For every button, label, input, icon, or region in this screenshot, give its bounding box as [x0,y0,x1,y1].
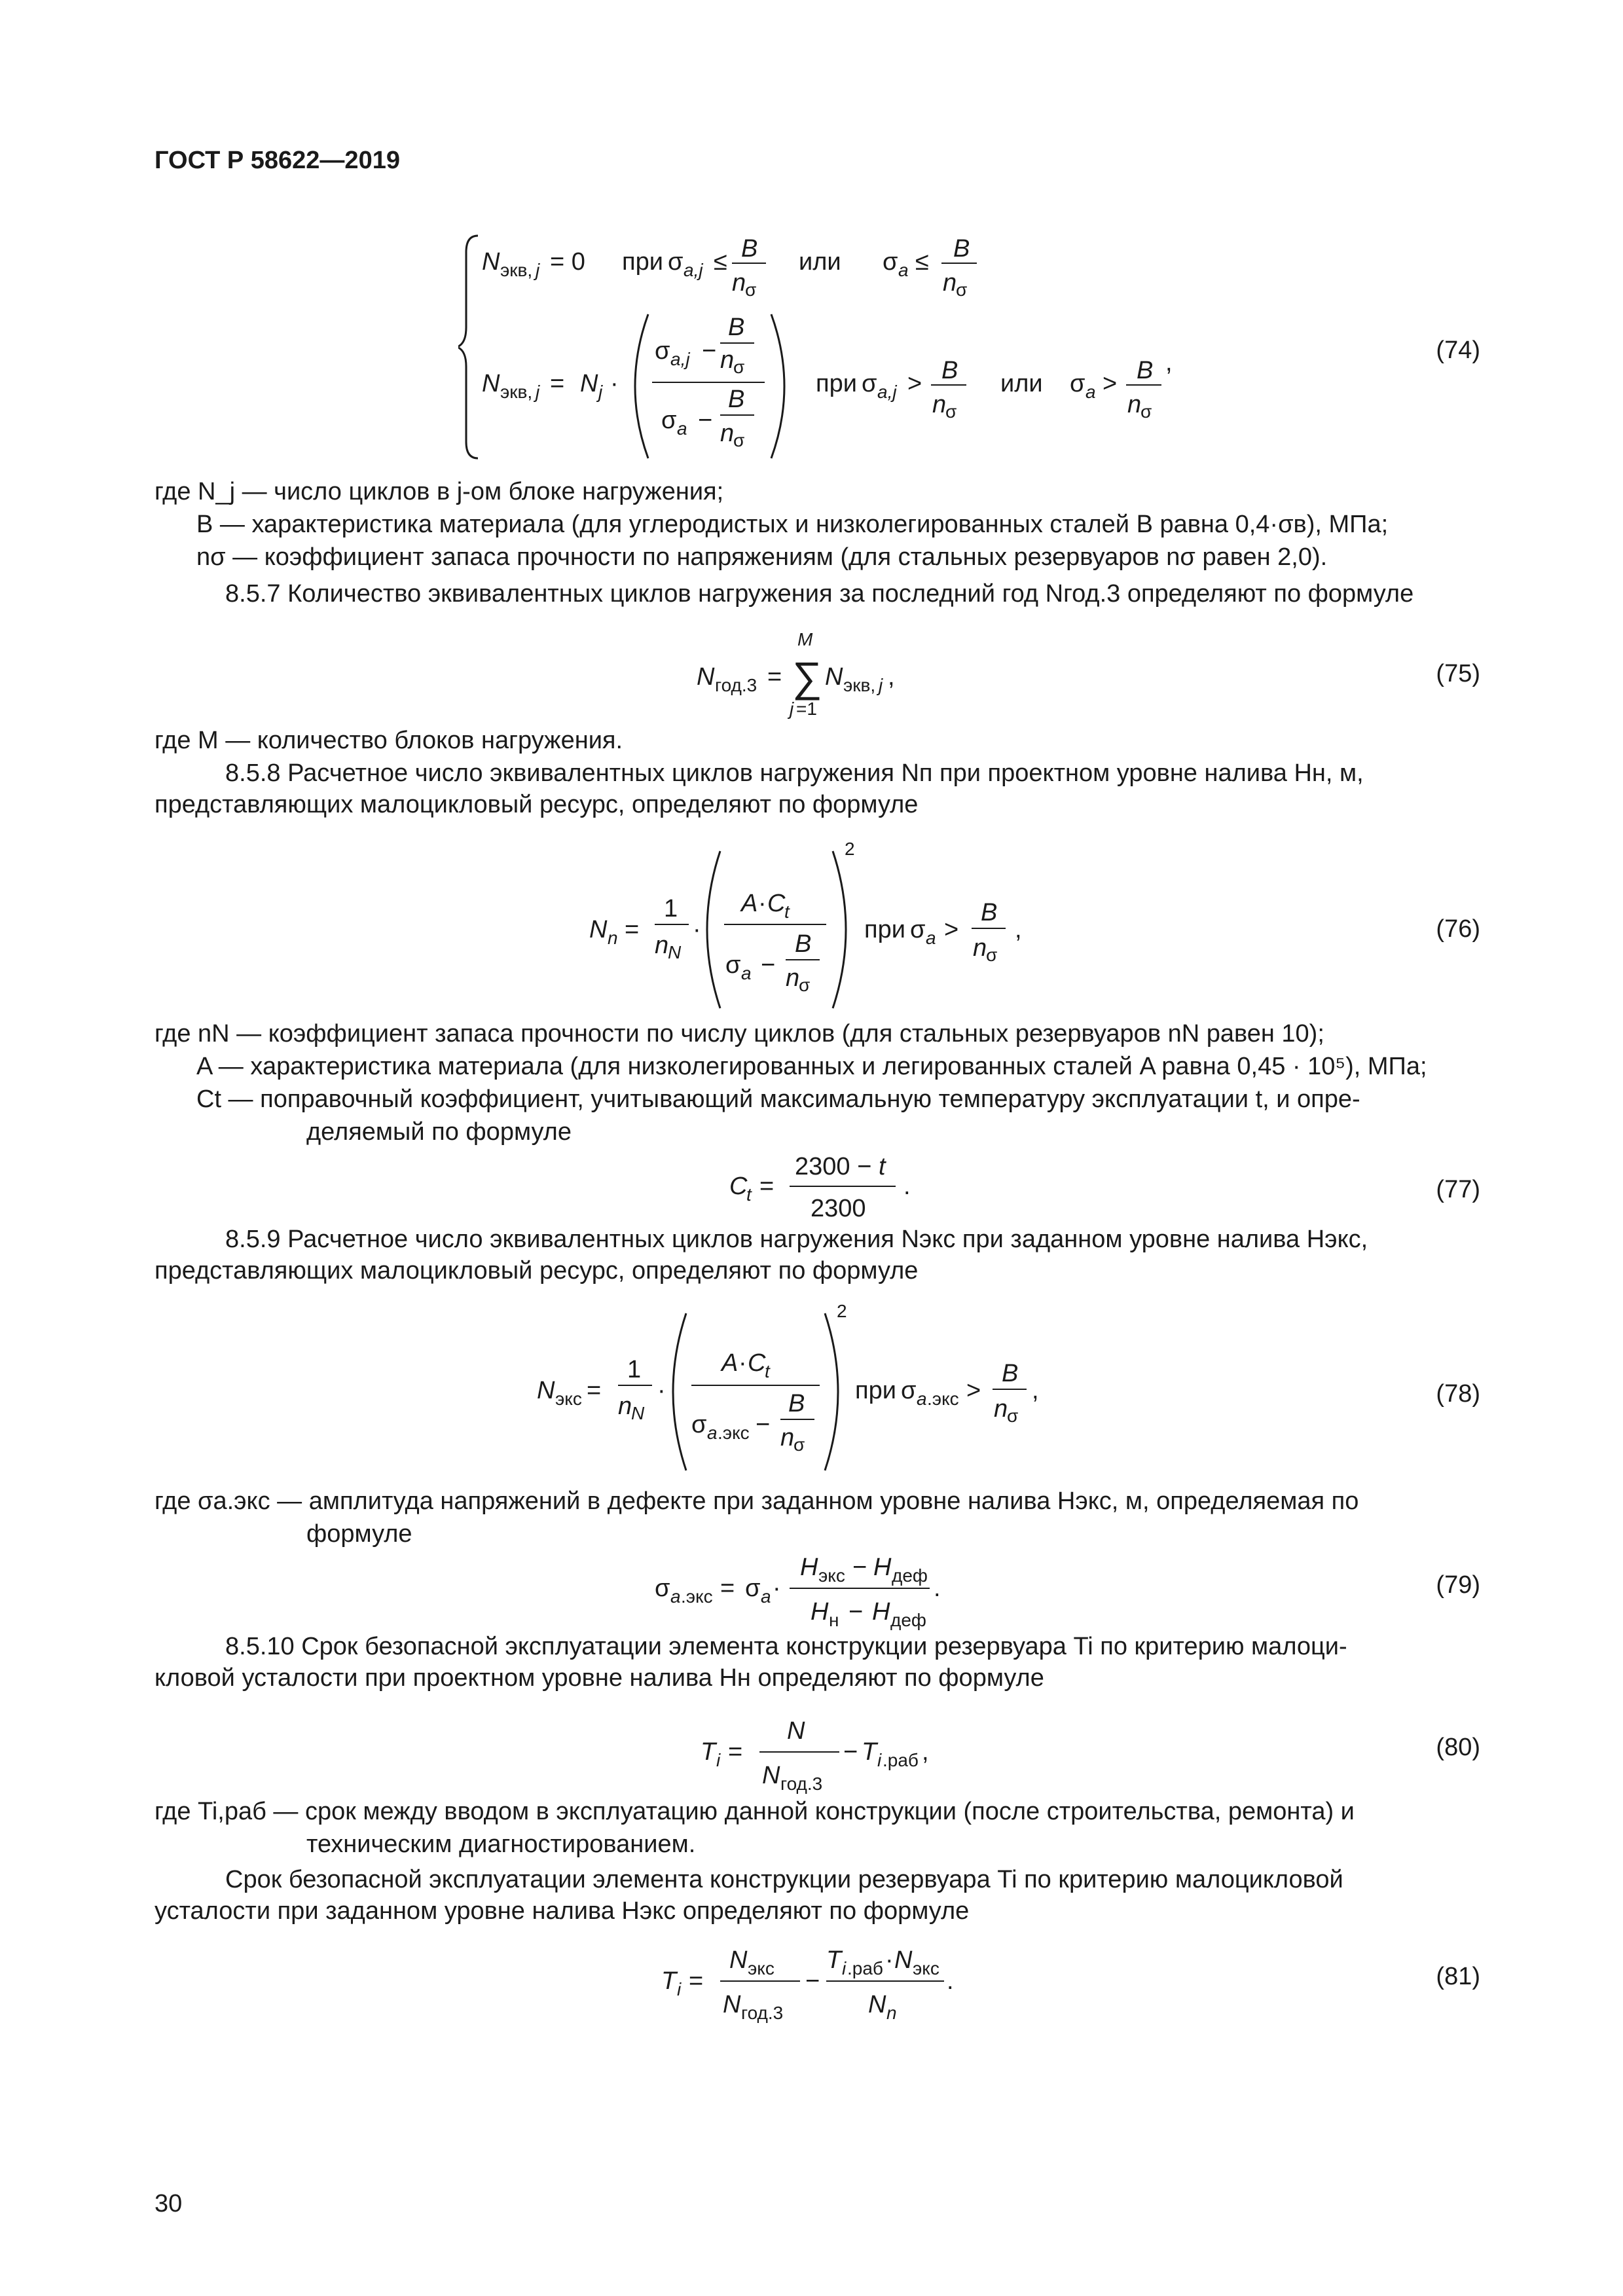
svg-text:.раб: .раб [847,1958,883,1978]
svg-text:σ: σ [745,280,757,300]
svg-text:N: N [723,1991,741,2018]
svg-text:n: n [655,932,669,959]
svg-text:−: − [852,1554,867,1581]
equation-number-81: (81) [1436,1963,1480,1990]
svg-text:H: H [811,1598,829,1626]
svg-text:N: N [631,1403,645,1423]
svg-text:экс: экс [818,1565,845,1586]
svg-text:N: N [787,1717,805,1745]
svg-text:при: при [816,370,857,397]
svg-text:·: · [758,890,767,917]
paragraph-8-5-9-line1: 8.5.9 Расчетное число эквивалентных циклов нагружения Nэкс при заданном уровне налива Hэкс, [225,1226,1368,1253]
svg-text:n: n [780,1424,795,1451]
Ct-definition-line1: Ct — поправочный коэффициент, учитывающий максимальную температуру эксплуатации t, и опре- [196,1085,1360,1113]
svg-text:N: N [868,1991,886,2018]
svg-text:σ: σ [901,1377,917,1404]
svg-text:экс: экс [748,1958,775,1978]
svg-text:σ: σ [799,975,811,995]
svg-text:t: t [746,1184,752,1205]
svg-text:j: j [598,382,603,402]
svg-text:B: B [788,1390,805,1417]
Ti-rab-definition-line2: техническим диагностированием. [306,1831,696,1858]
svg-text:σ: σ [745,1575,761,1602]
svg-text:C: C [748,1349,766,1377]
svg-text:год.3: год.3 [715,675,757,695]
paragraph-srok-line2: усталости при заданном уровне налива Hэкс определяют по формуле [155,1897,970,1925]
document-header: ГОСТ Р 58622—2019 [155,147,400,174]
svg-text:−: − [848,1598,864,1626]
svg-text:C: C [767,890,786,917]
svg-text:N: N [482,248,500,276]
svg-text:·: · [773,1575,781,1602]
svg-text:σ: σ [655,1575,670,1602]
svg-text:.экс: .экс [718,1423,750,1443]
svg-text:j: j [790,699,794,719]
svg-text:−: − [702,337,717,365]
svg-text:B: B [728,386,745,413]
svg-text:σ: σ [862,370,877,397]
equation-number-77: (77) [1436,1176,1480,1203]
svg-text:σ: σ [1007,1406,1019,1426]
svg-text:.: . [934,1575,941,1602]
svg-text:.экс: .экс [681,1586,713,1607]
svg-text:n: n [732,269,746,297]
svg-text:экс: экс [913,1958,939,1978]
svg-text:n: n [618,1393,632,1420]
svg-text:≤: ≤ [714,248,727,276]
Ti-rab-definition-line1: где Ti,раб — срок между вводом в эксплуатацию данной конструкции (после строительства, ремонта) и [155,1798,1355,1825]
svg-text:1: 1 [664,895,678,922]
svg-text:год.3: год.3 [780,1774,823,1794]
svg-text:≤: ≤ [915,248,929,276]
svg-text:σ: σ [733,357,745,377]
equation-number-76: (76) [1436,915,1480,943]
svg-text:σ: σ [661,407,677,434]
svg-text:−: − [698,407,713,434]
svg-text:a: a [1085,382,1096,402]
svg-text:i: i [716,1750,721,1770]
svg-text:n: n [720,420,735,447]
svg-text:N: N [729,1946,748,1974]
svg-text:,: , [1015,916,1022,943]
svg-text:t: t [765,1361,770,1381]
svg-text:2300: 2300 [811,1195,866,1222]
svg-text:N: N [537,1377,555,1404]
svg-text:−: − [843,1738,858,1766]
svg-text:N: N [482,370,500,397]
equation-number-79: (79) [1436,1571,1480,1599]
svg-text:C: C [729,1173,748,1200]
svg-text:>: > [907,370,922,397]
svg-text:B: B [1137,357,1154,384]
svg-text:T: T [701,1738,716,1766]
equation-number-74: (74) [1436,337,1480,364]
paragraph-8-5-10-line1: 8.5.10 Срок безопасной эксплуатации элемента конструкции резервуара Ti по критерию малоци- [225,1633,1347,1660]
paragraph-8-5-8-line2: представляющих малоцикловый ресурс, определяют по формуле [155,791,919,818]
svg-text:1: 1 [627,1356,642,1383]
svg-text:экв,: экв, [500,260,533,280]
formula-77 [727,1146,949,1231]
svg-text:H: H [873,1554,892,1581]
svg-text:H: H [800,1554,818,1581]
svg-text:a: a [677,418,687,439]
svg-text:при: при [855,1377,896,1404]
svg-text:σ: σ [793,1434,805,1455]
svg-text:.: . [947,1967,954,1995]
svg-text:i: i [677,1979,682,1999]
svg-text:B: B [981,899,998,926]
svg-text:,: , [1165,349,1173,376]
svg-text:σ: σ [668,248,684,276]
svg-text:2: 2 [845,839,855,859]
svg-text:N: N [762,1762,780,1789]
formula-76 [589,831,1061,1028]
svg-text:a: a [926,928,936,948]
svg-text:>: > [966,1377,981,1404]
svg-text:·: · [610,370,619,397]
equation-number-80: (80) [1436,1734,1480,1761]
svg-text:деф: деф [892,1565,928,1586]
svg-text:2300 −: 2300 − [795,1153,872,1180]
formula-80 [694,1702,969,1800]
svg-text:N: N [580,370,598,397]
svg-text:при: при [864,916,905,943]
nj-definition: где N_j — число циклов в j-ом блоке нагружения; [155,478,724,505]
svg-text:σ: σ [910,916,926,943]
svg-text:B: B [941,357,958,384]
svg-text:∑: ∑ [792,653,822,701]
svg-text:a,j: a,j [670,349,690,369]
svg-text:B: B [1002,1360,1019,1387]
sigma-aeks-definition-line1: где σa.экс — амплитуда напряжений в дефекте при заданном уровне налива Hэкс, м, определяемая по [155,1487,1359,1515]
svg-text:n: n [608,928,618,948]
svg-text:n: n [994,1395,1008,1423]
svg-text:σ: σ [956,280,968,300]
svg-text:B: B [728,314,745,341]
svg-text:=: = [587,1377,602,1404]
svg-text:>: > [944,916,959,943]
svg-text:N: N [825,663,843,691]
svg-text:n: n [1127,391,1142,418]
svg-text:B: B [795,930,812,958]
svg-text:A: A [721,1349,739,1377]
svg-text:н: н [829,1610,839,1630]
svg-text:экс: экс [555,1389,582,1409]
svg-text:j: j [536,382,540,402]
svg-text:a: a [670,1586,681,1607]
svg-text:j: j [879,675,883,695]
svg-text:n: n [886,2003,897,2023]
svg-text:·: · [885,1946,894,1974]
svg-text:экв,: экв, [500,382,533,402]
b-definition: B — характеристика материала (для углеродистых и низколегированных сталей B равна 0,4·σв), МПа; [196,511,1389,538]
svg-text:N: N [894,1946,913,1974]
svg-text:i: i [877,1750,882,1770]
svg-text:=: = [759,1173,775,1200]
svg-text:·: · [693,916,701,943]
svg-text:σ: σ [945,401,957,422]
svg-text:.: . [903,1173,911,1200]
nN-definition: где nN — коэффициент запаса прочности по числу циклов (для стальных резервуаров nN равен 10); [155,1020,1324,1048]
svg-text:−: − [756,1411,771,1438]
svg-text:N: N [697,663,715,691]
svg-text:=: = [720,1575,735,1602]
svg-text:B: B [953,235,970,263]
svg-text:или: или [799,248,841,276]
svg-text:M: M [797,629,813,649]
svg-text:a: a [741,963,752,983]
A-definition: A — характеристика материала (для низколегированных и легированных сталей A равна 0,45 · 10⁵), МПа; [196,1053,1427,1080]
Ct-definition-line2: деляемый по формуле [306,1118,572,1146]
svg-text:σ: σ [883,248,898,276]
svg-text:a: a [761,1586,771,1607]
formula-75 [694,622,969,727]
svg-text:=: = [728,1738,743,1766]
svg-text:=: = [625,916,640,943]
svg-text:·: · [739,1349,747,1377]
formula-78 [537,1296,1074,1493]
svg-text:t: t [879,1153,886,1180]
svg-text:или: или [1000,370,1043,397]
nsigma-definition: nσ — коэффициент запаса прочности по напряжениям (для стальных резервуаров nσ равен 2,0). [196,543,1328,571]
svg-text:>: > [1103,370,1118,397]
formula-81 [655,1931,995,2030]
svg-text:n: n [943,269,957,297]
svg-text:n: n [786,964,800,992]
svg-text:=: = [689,1967,704,1995]
svg-text:,: , [922,1738,929,1766]
svg-text:2: 2 [837,1301,847,1321]
svg-text:σ: σ [1140,401,1152,422]
svg-text:N: N [668,942,682,962]
svg-text:B: B [741,235,758,263]
svg-text:σ: σ [733,430,745,450]
equation-number-75: (75) [1436,660,1480,687]
svg-text:j: j [536,260,540,280]
svg-text:.раб: .раб [883,1750,919,1770]
svg-text:при: при [622,248,663,276]
svg-text:σ: σ [725,951,741,979]
svg-text:a: a [917,1389,927,1409]
sigma-aeks-definition-line2: формуле [306,1520,412,1548]
page-number: 30 [155,2190,183,2217]
svg-text:σ: σ [691,1411,707,1438]
svg-text:экв,: экв, [843,675,876,695]
svg-text:n: n [720,346,735,374]
svg-text:n: n [973,934,987,962]
svg-text:t: t [784,902,790,922]
svg-text:=: = [767,663,782,691]
svg-text:n: n [932,391,947,418]
formula-79 [655,1539,995,1637]
svg-text:T: T [661,1967,677,1995]
svg-text:σ: σ [986,945,998,965]
svg-text:=: = [550,370,565,397]
svg-text:a,j: a,j [877,382,897,402]
svg-text:H: H [872,1598,890,1626]
paragraph-8-5-7: 8.5.7 Количество эквивалентных циклов нагружения за последний год Nгод.3 определяют по формуле [225,580,1414,608]
svg-text:i: i [842,1958,847,1978]
equation-number-78: (78) [1436,1380,1480,1408]
svg-text:деф: деф [890,1610,926,1630]
paragraph-8-5-9-line2: представляющих малоцикловый ресурс, определяют по формуле [155,1257,919,1285]
svg-text:·: · [657,1377,666,1404]
svg-text:a: a [898,260,909,280]
svg-text:A: A [741,890,758,917]
svg-text:= 0: = 0 [550,248,585,276]
svg-text:−: − [761,951,776,979]
svg-text:σ: σ [655,337,670,365]
svg-text:,: , [1032,1377,1039,1404]
formula-74 [458,223,1244,471]
svg-text:T: T [862,1738,877,1766]
svg-text:−: − [805,1967,820,1995]
svg-text:,: , [888,663,895,691]
svg-text:T: T [826,1946,842,1974]
svg-text:a: a [707,1423,718,1443]
paragraph-8-5-8-line1: 8.5.8 Расчетное число эквивалентных циклов нагружения Nп при проектном уровне налива Hн, м, [225,759,1364,787]
paragraph-srok-line1: Срок безопасной эксплуатации элемента конструкции резервуара Ti по критерию малоцикловой [225,1866,1343,1893]
svg-text:N: N [589,916,608,943]
svg-text:a,j: a,j [684,260,703,280]
svg-text:=1: =1 [796,699,817,719]
paragraph-8-5-10-line2: кловой усталости при проектном уровне налива Hн определяют по формуле [155,1664,1044,1692]
svg-text:.экс: .экс [927,1389,959,1409]
svg-text:σ: σ [1070,370,1085,397]
m-definition: где M — количество блоков нагружения. [155,727,623,754]
svg-text:год.3: год.3 [741,2003,784,2023]
